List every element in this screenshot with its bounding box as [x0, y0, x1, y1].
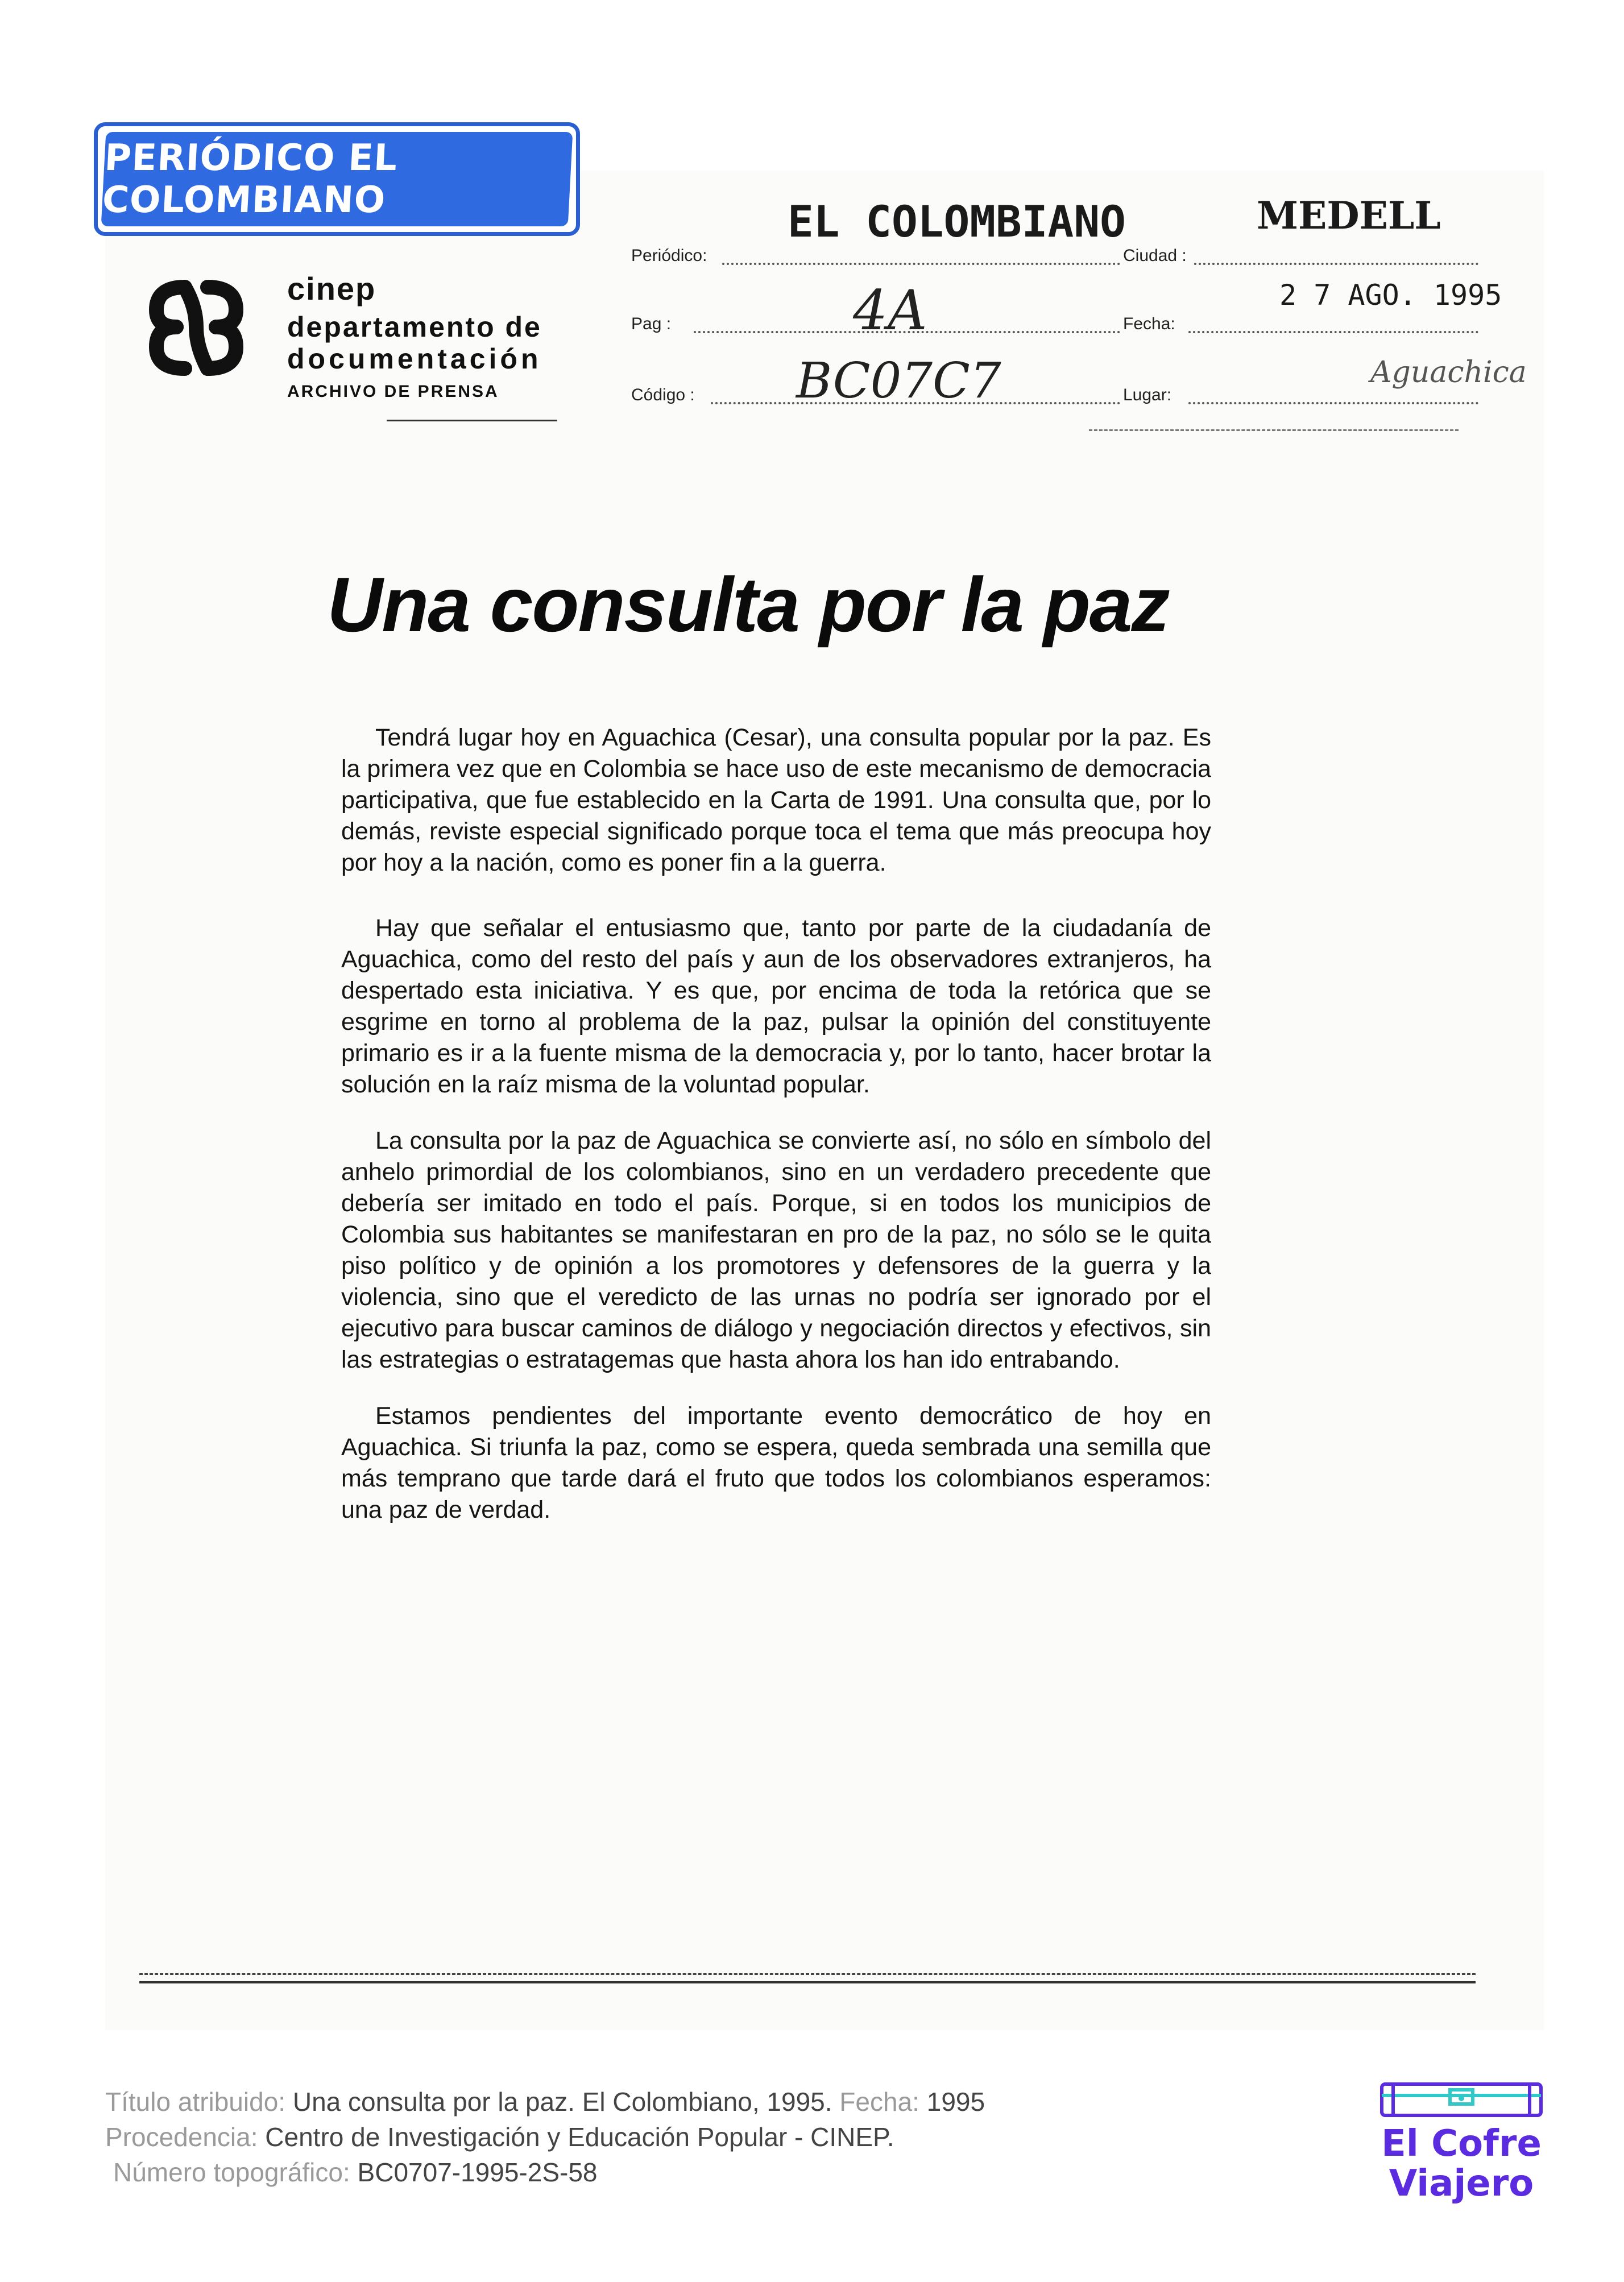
article-paragraph: Hay que señalar el entusiasmo que, tanto por parte de la ciudadanía de Aguachica, como del resto del país y aun de los observadores extranjeros, ha despertado esta iniciativa. Y es que, por encima de toda la retórica que se esgrime en torno al problema de la paz, pulsar la opinión del constituyente primario es ir a la fuente misma de la democracia y, por lo tanto, hacer brotar la solución en la raíz misma de la voluntad popular.	[341, 914, 1211, 1098]
cinep-logo-icon	[145, 273, 247, 381]
periodico-label: Periódico:	[631, 246, 707, 265]
lugar-line	[1188, 402, 1478, 404]
brand-name	[1376, 2124, 1547, 2204]
caption-title-key: Título atribuido:	[105, 2087, 286, 2117]
brand-line-1: El Cofre	[1381, 2123, 1542, 2165]
periodico-value: EL COLOMBIANO	[788, 196, 1126, 247]
fecha-value: 2 7 AGO. 1995	[1279, 279, 1502, 312]
codigo-label: Código :	[631, 386, 695, 404]
cinep-logo-text	[287, 273, 542, 400]
logo-line-cinep: cinep	[287, 271, 376, 307]
logo-line-departamento: departamento de	[287, 311, 542, 343]
caption-number-value: BC0707-1995-2S-58	[350, 2157, 598, 2187]
pag-label: Pag :	[631, 314, 672, 333]
chest-icon	[1376, 2076, 1547, 2121]
article-paragraph: Estamos pendientes del importante evento democrático de hoy en Aguachica. Si triunfa la paz, como se espera, queda sembrada una semilla que más temprano que tarde dará el fruto que todos los colombianos esperamos: una paz de verdad.	[341, 1402, 1211, 1523]
ciudad-value: MEDELL	[1257, 193, 1441, 238]
caption-origin-value: Centro de Investigación y Educación Popular - CINEP.	[258, 2122, 894, 2152]
codigo-value: BC07C7	[796, 353, 1001, 409]
caption-origin-line	[105, 2119, 985, 2155]
brand-line-2: Viajero	[1389, 2163, 1534, 2205]
pag-value: 4A	[853, 279, 927, 342]
brand-logo	[1376, 2076, 1547, 2204]
lugar-label: Lugar:	[1123, 386, 1172, 404]
caption-number-key: Número topográfico:	[113, 2157, 350, 2187]
logo-line-documentacion: documentación	[287, 343, 542, 375]
page-rule	[139, 1981, 1476, 1983]
lugar-value: Aguachica	[1370, 355, 1527, 390]
newspaper-badge-label: PERIÓDICO EL COLOMBIANO	[101, 132, 573, 226]
caption-number-line	[105, 2155, 985, 2190]
fecha-line	[1188, 331, 1478, 333]
caption-origin-key: Procedencia:	[105, 2122, 258, 2152]
periodico-line	[722, 263, 1120, 265]
ciudad-line	[1194, 263, 1478, 265]
article-headline: Una consulta por la paz	[327, 561, 1169, 648]
caption-date-key: Fecha:	[832, 2087, 919, 2117]
ciudad-label: Ciudad :	[1123, 246, 1187, 265]
article-paragraph: Tendrá lugar hoy en Aguachica (Cesar), una consulta popular por la paz. Es la primera vez que en Colombia se hace uso de este mecanismo de democracia participativa, que fue establecido en la Carta de 1991. Una consulta que, por lo demás, reviste especial significado porque toca el tema que más preocupa hoy por hoy a la nación, como es poner fin a la guerra.	[341, 724, 1211, 876]
caption-date-value: 1995	[919, 2087, 985, 2117]
form-bottom-rule	[1089, 429, 1459, 431]
archive-caption	[105, 2084, 985, 2190]
fecha-label: Fecha:	[1123, 314, 1175, 333]
logo-line-archivo: ARCHIVO DE PRENSA	[287, 382, 499, 401]
caption-title-value: Una consulta por la paz. El Colombiano, 1995.	[285, 2087, 832, 2117]
newspaper-badge	[94, 122, 580, 236]
article-body	[341, 722, 1211, 1560]
article-paragraph: La consulta por la paz de Aguachica se convierte así, no sólo en símbolo del anhelo primordial de los colombianos, sino en un verdadero precedente que debería ser imitado en todo el país. Porque, si en todos los municipios de Colombia sus habitantes se manifestaran en pro de la paz, no sólo se le quita piso político y de opinión a los promotores y defensores de la guerra y la violencia, sino que el veredicto de las urnas no podría ser ignorado por el ejecutivo para buscar caminos de diálogo y negociación directos y efectivos, sin las estrategias o estratagemas que hasta ahora los han ido entrabando.	[341, 1127, 1211, 1373]
page-rule	[139, 1973, 1476, 1975]
caption-title-line	[105, 2084, 985, 2119]
logo-underline	[387, 420, 557, 421]
